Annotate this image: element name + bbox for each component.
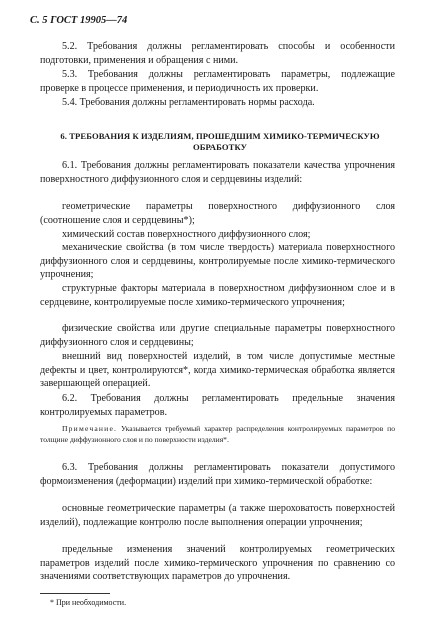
note	[40, 424, 395, 445]
list-item: внешний вид поверхностей изделий, в том числе допустимые местные дефекты и цвет, контролируются*, когда химико-термическая обработка является завершающей операцией.	[40, 351, 395, 390]
list-item: механические свойства (в том числе твердость) материала поверхностного диффузионного слоя и сердцевины, контролируемые после химико-термического упрочнения;	[40, 242, 395, 281]
list-item: химический состав поверхностного диффузионного слоя;	[62, 229, 311, 240]
list-item: структурные факторы материала в поверхностном диффузионном слое и в сердцевине, контролируемые после химико-термического упрочнения;	[40, 283, 395, 308]
note-text: Указывается требуемый характер распределения контролируемых параметров по толщине диффузионного слоя и по поверхности изделия*.	[40, 424, 396, 444]
list-item: геометрические параметры поверхностного диффузионного слоя (соотношение слоя и сердцевины*);	[40, 201, 395, 226]
paragraph-5-4: 5.4. Требования должны регламентировать нормы расхода.	[62, 97, 315, 108]
page-header: С. 5 ГОСТ 19905—74	[30, 15, 128, 26]
list-item: основные геометрические параметры (а также шероховатость поверхностей изделий), подлежащие контролю после выполнения операции упрочнения;	[40, 503, 395, 528]
list-item: предельные изменения значений контролируемых геометрических параметров изделий после химико-термического упрочнения по сравнению со значениями соответствующих параметров до упрочнения.	[40, 544, 395, 583]
footnote-divider	[40, 593, 110, 594]
section-heading: 6. ТРЕБОВАНИЯ К ИЗДЕЛИЯМ, ПРОШЕДШИМ ХИМИКО-ТЕРМИЧЕСКУЮ ОБРАБОТКУ	[60, 131, 380, 152]
paragraph-5-3: 5.3. Требования должны регламентировать параметры, подлежащие проверке в процессе применения, и периодичность их проверки.	[40, 69, 395, 94]
footnote: * При необходимости.	[50, 598, 127, 607]
note-label: Примечание.	[62, 424, 118, 433]
paragraph-6-3: 6.3. Требования должны регламентировать показатели допустимого формоизменения (деформации) изделий при химико-термической обработке:	[40, 462, 395, 487]
paragraph-6-2: 6.2. Требования должны регламентировать предельные значения контролируемых параметров.	[40, 393, 395, 418]
list-item: физические свойства или другие специальные параметры поверхностного диффузионного слоя и сердцевины;	[40, 323, 395, 348]
paragraph-6-1: 6.1. Требования должны регламентировать показатели качества упрочнения поверхностного диффузионного слоя и сердцевины изделий:	[40, 160, 395, 185]
paragraph-5-2: 5.2. Требования должны регламентировать способы и особенности подготовки, применения и обращения с ними.	[40, 41, 395, 66]
